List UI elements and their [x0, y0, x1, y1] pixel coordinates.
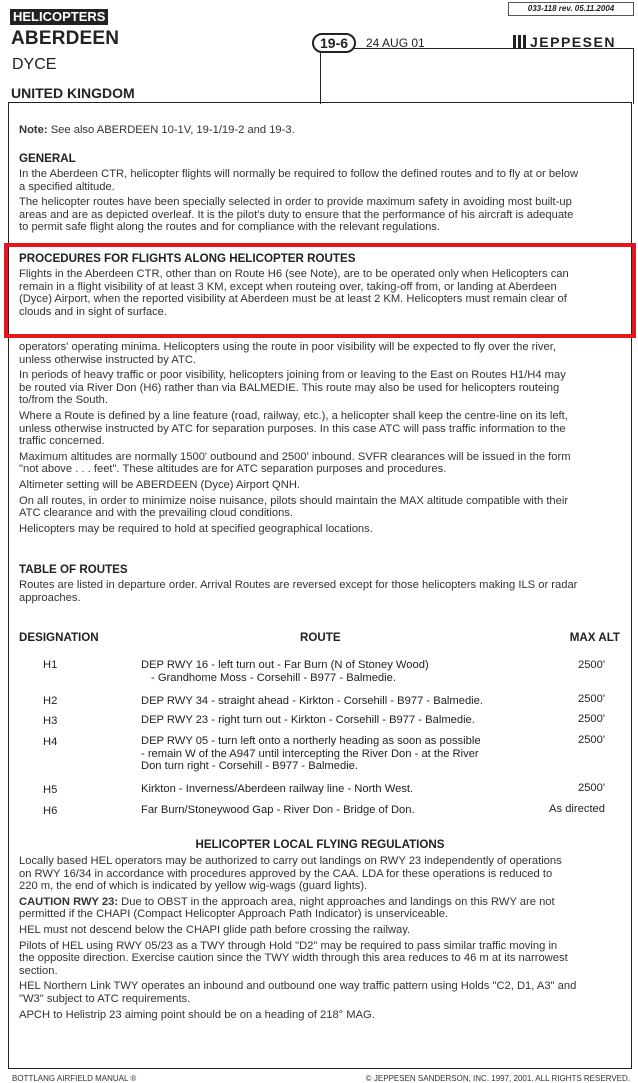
general-body	[19, 168, 623, 234]
chart-date: 24 AUG 01	[366, 36, 425, 50]
route-alt: 2500'	[577, 659, 605, 671]
footer-right: © JEPPESEN SANDERSON, INC. 1997, 2001. ALL RIGHTS RESERVED.	[365, 1074, 630, 1083]
text-line: Routes are listed in departure order. Arrival Routes are reversed except for those helicopters making ILS or radar	[19, 579, 578, 591]
route-alt: As directed	[549, 803, 605, 815]
text-line: areas and are as depicted overleaf. It is the pilot's duty to ensure that the performance of his aircraft is adequate	[19, 208, 574, 221]
category-badge: HELICOPTERS	[10, 9, 108, 25]
route-id: H5	[43, 784, 58, 796]
procedures-continued	[19, 341, 623, 535]
publisher-logo	[513, 34, 616, 50]
route-desc	[141, 695, 541, 708]
text-line: on RWY 16/34 in accordance with procedures approved by the CAA. LDA for these operations is reduced to	[19, 867, 553, 880]
text-line: DEP RWY 16 - left turn out - Far Burn (N of Stoney Wood)	[141, 659, 429, 671]
text-line: remain in a flight visibility of at least 3 KM, except when routeing over, taking-off from, or landing at Aberdeen	[19, 280, 557, 293]
text-line: APCH to Helistrip 23 aiming point should be on a heading of 218° MAG.	[19, 1008, 375, 1021]
text-line: "not above . . . feet". These altitudes are for ATC separation purposes and procedures.	[19, 463, 447, 476]
publisher-name: JEPPESEN	[530, 34, 616, 50]
text-line: a specified altitude.	[19, 180, 115, 193]
text-line: "W3" subject to ATC requirements.	[19, 992, 191, 1005]
caution-text: Due to OBST in the approach area, night approaches and landings on this RWY are not	[118, 895, 555, 908]
text-line: permitted if the CHAPI (Compact Helicopter Approach Path Indicator) is unserviceable.	[19, 908, 449, 921]
local-regs-body	[19, 855, 623, 1021]
routes-heading: TABLE OF ROUTES	[19, 563, 128, 576]
route-desc	[141, 735, 541, 773]
routes-intro	[19, 579, 623, 604]
text-line: DEP RWY 05 - turn left onto a northerly heading as soon as possible	[141, 735, 481, 747]
text-line: On all routes, in order to minimize noise nuisance, pilots should maintain the MAX altitude compatible with their	[19, 494, 569, 507]
text-line: unless otherwise instructed by ATC for separation purposes. In this case ATC will pass traffic information to the	[19, 422, 566, 435]
route-id: H4	[43, 736, 58, 748]
text-line: Flights in the Aberdeen CTR, other than on Route H6 (see Note), are to be operated only when Helicopters can	[19, 268, 569, 280]
route-desc	[141, 804, 541, 817]
route-alt: 2500'	[577, 713, 605, 725]
city-name: DYCE	[12, 56, 57, 73]
procedures-body	[19, 268, 623, 318]
text-line: be routed via River Don (H6) rather than via BALMEDIE. This route may also be used for helicopters routeing	[19, 381, 560, 394]
col-route: ROUTE	[300, 631, 341, 644]
route-alt: 2500'	[577, 734, 605, 746]
text-line: Far Burn/Stoneywood Gap - River Don - Bridge of Don.	[141, 804, 415, 816]
note-text: See also ABERDEEN 10-1V, 19-1/19-2 and 19-3.	[47, 124, 295, 136]
route-alt: 2500'	[577, 693, 605, 705]
text-line: In the Aberdeen CTR, helicopter flights will normally be required to follow the defined routes and to fly at or below	[19, 168, 579, 180]
text-line: (Dyce) Airport, when the reported visibility at Aberdeen must be at least 2 KM. Helicopters must remain clear of	[19, 293, 567, 306]
footer-left: BOTTLANG AIRFIELD MANUAL ®	[12, 1074, 137, 1083]
route-id: H1	[43, 659, 58, 671]
text-line: - remain W of the A947 until intercepting the River Don - at the River	[141, 747, 479, 760]
text-line: Locally based HEL operators may be authorized to carry out landings on RWY 23 independently of operations	[19, 855, 562, 867]
text-line: clouds and in sight of surface.	[19, 305, 168, 318]
text-line: approaches.	[19, 591, 81, 604]
revision-stamp: 033-118 rev. 05.11.2004	[508, 2, 634, 16]
caution-line	[19, 896, 623, 909]
general-heading: GENERAL	[19, 152, 76, 165]
text-line: Altimeter setting will be ABERDEEN (Dyce) Airport QNH.	[19, 478, 301, 491]
route-desc	[141, 714, 541, 727]
procedures-heading: PROCEDURES FOR FLIGHTS ALONG HELICOPTER ROUTES	[19, 252, 356, 265]
chart-number: 19-6	[312, 33, 356, 53]
text-line: Kirkton - Inverness/Aberdeen railway line - North West.	[141, 783, 414, 795]
note-label: Note:	[19, 124, 48, 136]
route-alt: 2500'	[577, 782, 605, 794]
route-id: H2	[43, 695, 58, 707]
header-box	[320, 48, 634, 104]
airport-name: ABERDEEN	[11, 28, 120, 49]
text-line: section.	[19, 964, 58, 977]
country-name: UNITED KINGDOM	[11, 85, 135, 101]
text-line: to/from the South.	[19, 394, 108, 407]
text-line: HEL must not descend below the CHAPI glide path before crossing the railway.	[19, 923, 411, 936]
text-line: Don turn right - Corsehill - B977 - Balmedie.	[141, 760, 359, 773]
text-line: to permit safe flight along the routes and for compliance with the relevant regulations.	[19, 221, 441, 234]
route-id: H6	[43, 805, 58, 817]
route-desc	[141, 783, 541, 796]
text-line: Where a Route is defined by a line feature (road, railway, etc.), a helicopter shall keep the centre-line on its left,	[19, 409, 568, 422]
text-line: ATC clearance and with the prevailing cloud conditions.	[19, 507, 294, 520]
text-line: The helicopter routes have been specially selected in order to provide maximum safety in avoiding most built-up	[19, 196, 572, 209]
text-line: traffic concerned.	[19, 435, 105, 448]
caution-label: CAUTION RWY 23:	[19, 895, 119, 908]
text-line: DEP RWY 23 - right turn out - Kirkton - Corsehill - B977 - Balmedie.	[141, 714, 475, 726]
text-line: the opposite direction. Exercise caution since the TWY width through this area reduces to 46 m at its narrowest	[19, 952, 568, 965]
text-line: 220 m, the end of which is indicated by yellow wig-wags (guard lights).	[19, 880, 368, 893]
text-line: unless otherwise instructed by ATC.	[19, 353, 197, 366]
route-id: H3	[43, 715, 58, 727]
local-regs-heading: HELICOPTER LOCAL FLYING REGULATIONS	[195, 838, 445, 851]
note-line	[19, 124, 623, 137]
col-max-alt: MAX ALT	[569, 631, 620, 644]
text-line: DEP RWY 34 - straight ahead - Kirkton - Corsehill - B977 - Balmedie.	[141, 695, 483, 707]
jeppesen-logo-icon	[513, 35, 527, 49]
text-line: Pilots of HEL using RWY 05/23 as a TWY through Hold "D2" may be required to pass similar traffic moving in	[19, 939, 558, 952]
text-line: Maximum altitudes are normally 1500' outbound and 2500' inbound. SVFR clearances will be issued in the form	[19, 450, 571, 463]
text-line: HEL Northern Link TWY operates an inbound and outbound one way traffic pattern using Holds "C2, D1, A3" and	[19, 980, 577, 993]
text-line: Helicopters may be required to hold at specified geographical locations.	[19, 522, 373, 535]
text-line: operators' operating minima. Helicopters using the route in poor visibility will be expected to fly over the river,	[19, 341, 556, 353]
col-designation: DESIGNATION	[19, 631, 99, 644]
route-desc	[141, 659, 541, 684]
text-line: In periods of heavy traffic or poor visibility, helicopters joining from or leaving to the East on Routes H1/H4 may	[19, 369, 566, 382]
text-line: - Grandhome Moss - Corsehill - B977 - Balmedie.	[151, 671, 396, 684]
